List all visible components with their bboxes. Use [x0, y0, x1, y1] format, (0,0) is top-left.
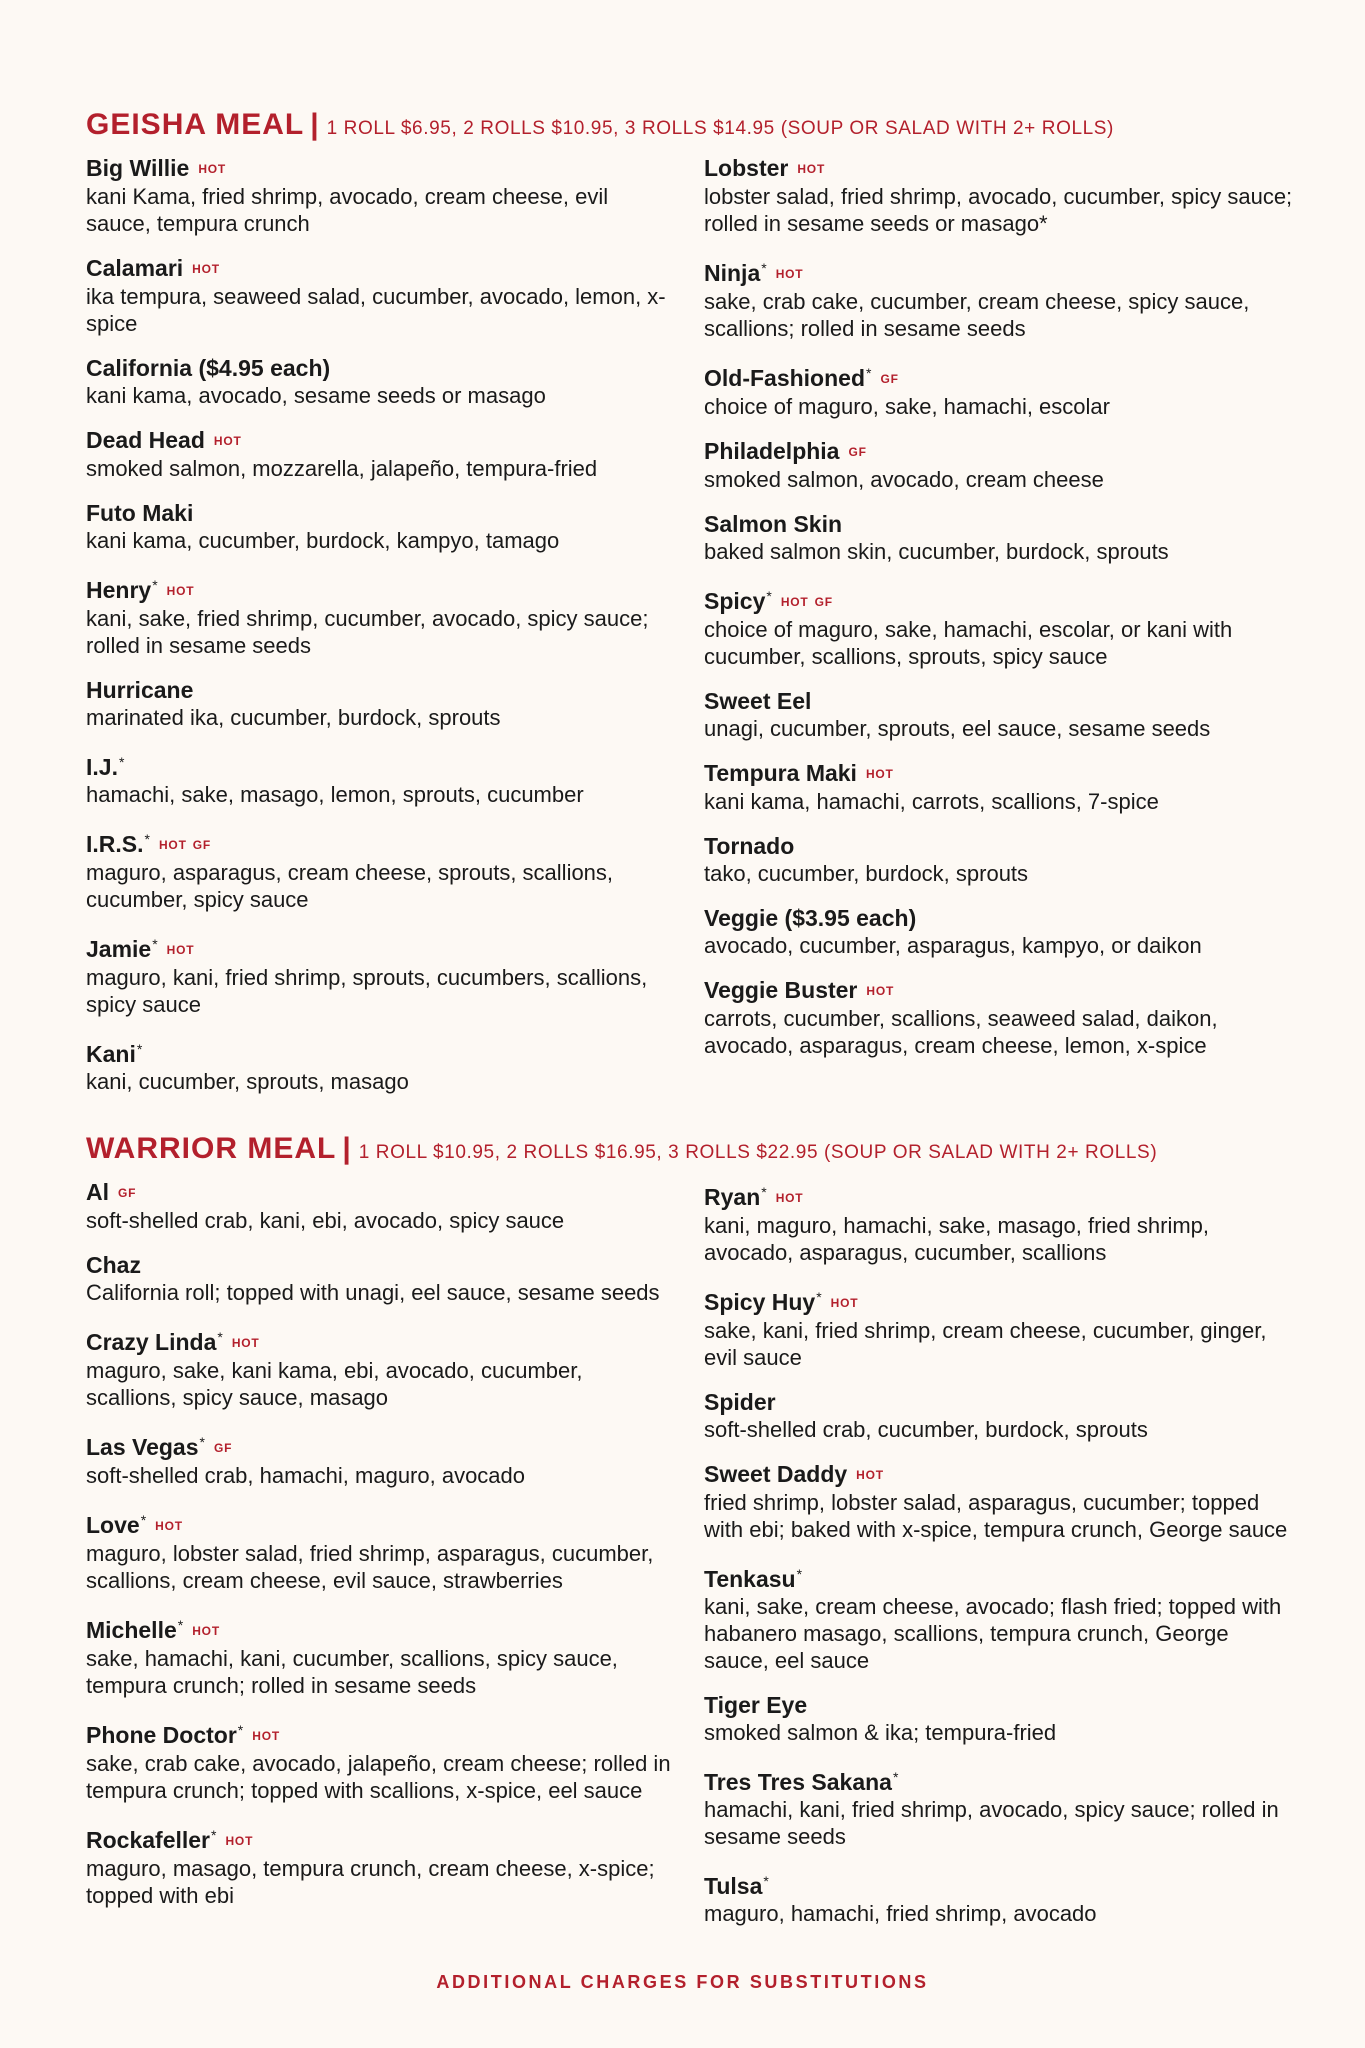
item-name: Spicy: [704, 588, 766, 614]
item-name: Salmon Skin: [704, 511, 843, 537]
menu-item: [86, 355, 676, 409]
item-description: avocado, cucumber, asparagus, kampyo, or daikon: [704, 933, 1202, 958]
item-name-line: [704, 511, 1294, 538]
item-name-line: [86, 155, 676, 183]
item-name: California ($4.95 each): [86, 355, 331, 381]
item-description: kani, sake, fried shrimp, cucumber, avocado, spicy sauce; rolled in sesame seeds: [86, 606, 649, 658]
item-name-line: [704, 438, 1294, 466]
item-description: marinated ika, cucumber, burdock, sprouts: [86, 705, 501, 730]
item-description: maguro, kani, fried shrimp, sprouts, cucumbers, scallions, spicy sauce: [86, 965, 648, 1017]
item-name: Chaz: [86, 1252, 141, 1278]
item-name: I.R.S.: [86, 831, 144, 857]
item-name-line: [86, 255, 676, 283]
raw-notice-asterisk: *: [118, 754, 125, 770]
item-name-line: [704, 1692, 1294, 1719]
item-name: Kani: [86, 1041, 136, 1067]
item-name: Lobster: [704, 155, 789, 181]
menu-item: [704, 760, 1294, 815]
item-name: Crazy Linda: [86, 1329, 217, 1355]
menu-item: [86, 1036, 676, 1095]
item-name: Sweet Daddy: [704, 1461, 848, 1487]
raw-notice-asterisk: *: [761, 1184, 767, 1200]
raw-notice-asterisk: *: [211, 1827, 217, 1843]
item-name: Spider: [704, 1389, 776, 1415]
section-pricing: 1 ROLL $6.95, 2 ROLLS $10.95, 3 ROLLS $14.95 (SOUP OR SALAD WITH 2+ ROLLS): [326, 118, 1114, 139]
item-description: maguro, sake, kani kama, ebi, avocado, cucumber, scallions, spicy sauce, masago: [86, 1358, 583, 1410]
raw-notice-asterisk: *: [892, 1769, 899, 1785]
raw-notice-asterisk: *: [177, 1617, 184, 1633]
raw-notice-asterisk: *: [199, 1434, 205, 1450]
item-name: Phone Doctor: [86, 1722, 237, 1748]
hot-tag: HOT: [192, 262, 220, 276]
item-description: tako, cucumber, burdock, sprouts: [704, 861, 1029, 886]
item-name: Al: [86, 1179, 109, 1205]
menu-item: [86, 749, 676, 808]
menu-item: [86, 1324, 676, 1411]
item-description: smoked salmon, avocado, cream cheese: [704, 467, 1104, 492]
item-name: Futo Maki: [86, 500, 194, 526]
item-name-line: [704, 1764, 1294, 1796]
item-description: carrots, cucumber, scallions, seaweed salad, daikon, avocado, asparagus, cream cheese, lemon, x-spice: [704, 1006, 1218, 1058]
left-column: [86, 1179, 676, 1927]
item-name: I.J.: [86, 754, 118, 780]
raw-notice-asterisk: *: [140, 1512, 147, 1528]
item-name: Ninja: [704, 260, 761, 286]
item-description: maguro, lobster salad, fried shrimp, asparagus, cucumber, scallions, cream cheese, evil sauce, strawberries: [86, 1541, 654, 1593]
item-description: kani Kama, fried shrimp, avocado, cream cheese, evil sauce, tempura crunch: [86, 184, 609, 236]
item-name-line: [704, 1561, 1294, 1593]
menu-item: [86, 1252, 676, 1306]
section-name: GEISHA MEAL: [86, 108, 305, 141]
item-name: Las Vegas: [86, 1434, 199, 1460]
item-description: choice of maguro, sake, hamachi, escolar: [704, 394, 1110, 419]
menu-item: [704, 688, 1294, 742]
menu-item: [86, 1429, 676, 1489]
right-column: [704, 155, 1294, 1077]
section-heading: [86, 1134, 1286, 1164]
menu-item: [704, 1692, 1294, 1746]
item-name-line: [704, 1389, 1294, 1416]
item-name-line: [86, 931, 676, 964]
item-name: Jamie: [86, 936, 152, 962]
item-name-line: [704, 1284, 1294, 1317]
item-description: California roll; topped with unagi, eel sauce, sesame seeds: [86, 1280, 660, 1305]
raw-notice-asterisk: *: [152, 936, 158, 952]
gluten-free-tag: GF: [118, 1186, 137, 1200]
item-name-line: [86, 1036, 676, 1068]
hot-tag: HOT: [166, 584, 195, 598]
item-description: kani kama, cucumber, burdock, kampyo, tamago: [86, 528, 560, 553]
section-name: WARRIOR MEAL: [86, 1132, 337, 1165]
item-description: baked salmon skin, cucumber, burdock, sprouts: [704, 539, 1169, 564]
item-description: soft-shelled crab, cucumber, burdock, sprouts: [704, 1417, 1148, 1442]
item-description: fried shrimp, lobster salad, asparagus, cucumber; topped with ebi; baked with x-spice, tempura crunch, George sauce: [704, 1490, 1288, 1542]
raw-notice-asterisk: *: [766, 588, 772, 604]
item-name: Big Willie: [86, 155, 190, 181]
item-description: sake, crab cake, cucumber, cream cheese, spicy sauce, scallions; rolled in sesame seeds: [704, 289, 1250, 341]
menu-item: [86, 1179, 676, 1234]
item-description: unagi, cucumber, sprouts, eel sauce, sesame seeds: [704, 716, 1211, 741]
hot-tag: HOT: [830, 1296, 859, 1310]
item-description: sake, hamachi, kani, cucumber, scallions, spicy sauce, tempura crunch; rolled in sesame seeds: [86, 1646, 618, 1698]
item-name: Veggie ($3.95 each): [704, 905, 917, 931]
menu-item: [86, 826, 676, 913]
item-name-line: [86, 749, 676, 781]
item-name: Tenkasu: [704, 1566, 796, 1592]
item-name: Philadelphia: [704, 438, 840, 464]
item-description: sake, crab cake, avocado, jalapeño, cream cheese; rolled in tempura crunch; topped with scallions, x-spice, eel sauce: [86, 1751, 671, 1803]
item-description: soft-shelled crab, hamachi, maguro, avocado: [86, 1463, 526, 1488]
item-description: choice of maguro, sake, hamachi, escolar, or kani with cucumber, scallions, sprouts, spicy sauce: [704, 617, 1233, 669]
item-name: Henry: [86, 577, 152, 603]
menu-item: [704, 360, 1294, 420]
item-name-line: [704, 1179, 1294, 1212]
item-name: Rockafeller: [86, 1827, 211, 1853]
hot-tag: HOT: [198, 162, 227, 176]
menu-item: [704, 905, 1294, 959]
warrior-meal-section: [86, 1132, 1288, 1926]
item-name-line: [704, 1868, 1294, 1900]
menu-item: [704, 1461, 1294, 1543]
menu-item: [704, 1561, 1294, 1674]
item-name: Spicy Huy: [704, 1289, 816, 1315]
menu-item: [86, 1507, 676, 1594]
hot-tag: HOT: [231, 1336, 260, 1350]
hot-tag: HOT: [252, 1729, 280, 1743]
item-name-line: [86, 1612, 676, 1645]
menu-item: [86, 255, 676, 337]
item-description: hamachi, kani, fried shrimp, avocado, spicy sauce; rolled in sesame seeds: [704, 1797, 1279, 1849]
hot-tag: HOT: [225, 1834, 254, 1848]
gluten-free-tag: GF: [213, 1441, 233, 1455]
item-name: Tres Tres Sakana: [704, 1769, 892, 1795]
heading-separator: |: [342, 1132, 351, 1165]
raw-notice-asterisk: *: [152, 577, 158, 593]
item-description: lobster salad, fried shrimp, avocado, cucumber, spicy sauce; rolled in sesame seeds or masago*: [704, 184, 1293, 236]
menu-item: [86, 155, 676, 237]
item-name: Tulsa: [704, 1873, 763, 1899]
item-description: sake, kani, fried shrimp, cream cheese, cucumber, ginger, evil sauce: [704, 1318, 1267, 1370]
hot-tag: HOT: [213, 434, 242, 448]
item-name-line: [86, 1717, 676, 1750]
substitutions-note: ADDITIONAL CHARGES FOR SUBSTITUTIONS: [436, 1972, 929, 1992]
item-description: smoked salmon, mozzarella, jalapeño, tempura-fried: [86, 456, 598, 481]
gluten-free-tag: GF: [880, 372, 899, 386]
raw-notice-asterisk: *: [237, 1722, 244, 1738]
gluten-free-tag: GF: [192, 838, 211, 852]
hot-tag: HOT: [775, 1191, 804, 1205]
item-name: Tornado: [704, 833, 795, 859]
item-description: kani, maguro, hamachi, sake, masago, fried shrimp, avocado, asparagus, cucumber, scallions: [704, 1213, 1210, 1265]
menu-item: [86, 931, 676, 1018]
hot-tag: HOT: [865, 767, 894, 781]
right-column: [704, 1179, 1294, 1945]
menu-item: [86, 1822, 676, 1909]
item-name-line: [86, 1179, 676, 1207]
item-name-line: [86, 1252, 676, 1279]
item-name-line: [86, 500, 676, 527]
item-name: Ryan: [704, 1184, 761, 1210]
hot-tag: HOT: [775, 267, 804, 281]
menu-item: [86, 500, 676, 554]
item-name: Veggie Buster: [704, 977, 858, 1003]
hot-tag: HOT: [155, 1519, 183, 1533]
item-name: Michelle: [86, 1617, 177, 1643]
item-name: Sweet Eel: [704, 688, 812, 714]
raw-notice-asterisk: *: [763, 1873, 769, 1889]
menu-item: [704, 511, 1294, 565]
hot-tag: HOT: [780, 595, 809, 609]
menu-item: [704, 977, 1294, 1059]
item-name-line: [704, 905, 1294, 932]
menu-item: [86, 1612, 676, 1699]
gluten-free-tag: GF: [814, 595, 833, 609]
item-description: kani, cucumber, sprouts, masago: [86, 1069, 409, 1094]
menu-item: [704, 438, 1294, 493]
raw-notice-asterisk: *: [761, 260, 767, 276]
item-description: kani kama, hamachi, carrots, scallions, 7-spice: [704, 789, 1159, 814]
hot-tag: HOT: [797, 162, 826, 176]
item-name-line: [704, 583, 1294, 616]
hot-tag: HOT: [856, 1468, 884, 1482]
item-name-line: [86, 1324, 676, 1357]
raw-notice-asterisk: *: [144, 831, 150, 847]
menu-item: [704, 1764, 1294, 1850]
item-name-line: [86, 677, 676, 704]
raw-notice-asterisk: *: [217, 1329, 223, 1345]
menu-item: [704, 155, 1294, 237]
menu-item: [704, 1868, 1294, 1927]
item-name: Hurricane: [86, 677, 194, 703]
raw-notice-asterisk: *: [136, 1041, 143, 1057]
item-description: ika tempura, seaweed salad, cucumber, avocado, lemon, x-spice: [86, 284, 666, 336]
item-name-line: [704, 360, 1294, 393]
item-name-line: [86, 572, 676, 605]
menu-item: [704, 583, 1294, 670]
item-name: Tempura Maki: [704, 760, 857, 786]
item-name: Calamari: [86, 255, 184, 281]
item-description: maguro, hamachi, fried shrimp, avocado: [704, 1901, 1097, 1926]
item-name: Love: [86, 1512, 140, 1538]
heading-separator: |: [310, 108, 319, 141]
item-description: kani, sake, cream cheese, avocado; flash fried; topped with habanero masago, scallions, tempura crunch, George sauce, eel sauce: [704, 1594, 1282, 1673]
item-name-line: [704, 977, 1294, 1005]
item-name-line: [86, 826, 676, 859]
item-description: maguro, masago, tempura crunch, cream cheese, x-spice; topped with ebi: [86, 1856, 655, 1908]
raw-notice-asterisk: *: [816, 1289, 822, 1305]
item-description: maguro, asparagus, cream cheese, sprouts, scallions, cucumber, spicy sauce: [86, 860, 614, 912]
hot-tag: HOT: [866, 984, 895, 998]
item-name-line: [704, 688, 1294, 715]
item-description: soft-shelled crab, kani, ebi, avocado, spicy sauce: [86, 1208, 565, 1233]
item-name-line: [704, 833, 1294, 860]
hot-tag: HOT: [166, 943, 195, 957]
raw-notice-asterisk: *: [796, 1566, 803, 1582]
menu-item: [704, 1284, 1294, 1371]
menu-item: [704, 255, 1294, 342]
left-column: [86, 155, 676, 1113]
section-pricing: 1 ROLL $10.95, 2 ROLLS $16.95, 3 ROLLS $22.95 (SOUP OR SALAD WITH 2+ ROLLS): [358, 1142, 1158, 1163]
item-name-line: [86, 427, 676, 455]
item-description: kani kama, avocado, sesame seeds or masago: [86, 383, 546, 408]
item-name-line: [86, 1429, 676, 1462]
menu-item: [704, 1179, 1294, 1266]
item-name: Old-Fashioned: [704, 365, 865, 391]
hot-tag: HOT: [158, 838, 187, 852]
section-heading: [86, 110, 1286, 140]
menu-item: [704, 833, 1294, 887]
item-description: hamachi, sake, masago, lemon, sprouts, cucumber: [86, 782, 584, 807]
menu-item: [86, 1717, 676, 1804]
item-description: smoked salmon & ika; tempura-fried: [704, 1720, 1057, 1745]
raw-notice-asterisk: *: [866, 365, 872, 381]
geisha-meal-section: [86, 108, 1293, 1094]
item-name-line: [704, 1461, 1294, 1489]
item-name: Dead Head: [86, 427, 205, 453]
item-name-line: [704, 155, 1294, 183]
menu-item: [86, 572, 676, 659]
item-name: Tiger Eye: [704, 1692, 808, 1718]
item-name-line: [704, 255, 1294, 288]
menu-item: [86, 677, 676, 731]
hot-tag: HOT: [192, 1624, 220, 1638]
item-name-line: [704, 760, 1294, 788]
menu-item: [86, 427, 676, 482]
gluten-free-tag: GF: [848, 445, 867, 459]
menu-item: [704, 1389, 1294, 1443]
item-name-line: [86, 355, 676, 382]
item-name-line: [86, 1822, 676, 1855]
item-name-line: [86, 1507, 676, 1540]
